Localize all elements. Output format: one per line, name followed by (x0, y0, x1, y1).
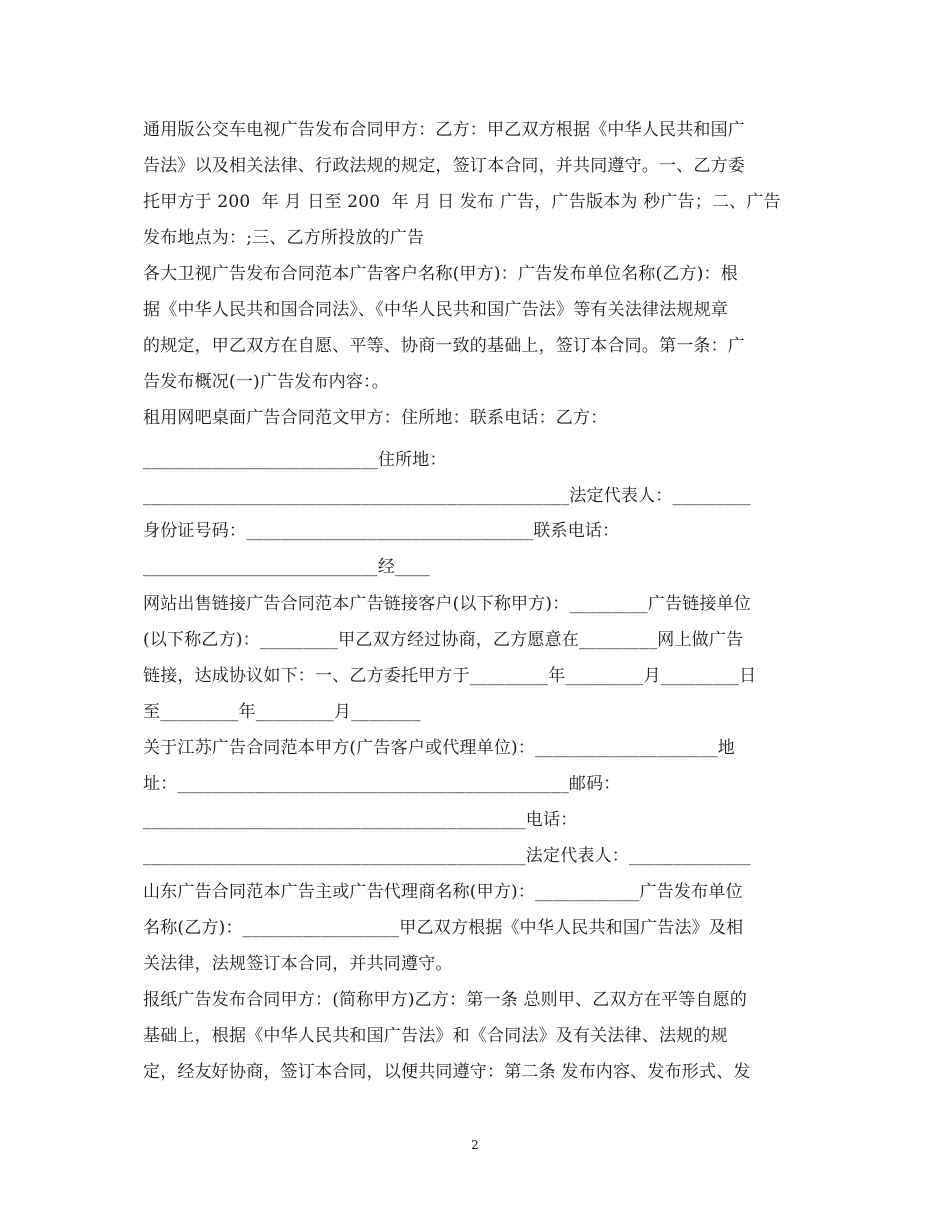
text-line: 的规定，甲乙双方在自愿、平等、协商一致的基础上，签订本合同。第一条：广 (143, 336, 745, 356)
text-line: 关法律，法规签订本合同，并共同遵守。 (143, 954, 453, 974)
text-line: 据《中华人民共和国合同法》、《中华人民共和国广告法》等有关法律法规规章 (143, 300, 728, 320)
text-line: 告发布概况(一)广告发布内容：。 (143, 372, 389, 392)
text-line: 告法》以及相关法律、行政法规的规定，签订本合同，并共同遵守。一、乙方委 (143, 156, 745, 176)
text-line: 基础上，根据《中华人民共和国广告法》和《合同法》及有关法律、法规的规 (143, 1026, 728, 1046)
text-line: (以下称乙方)：_________甲乙双方经过协商，乙方愿意在_________网上做广告 (143, 630, 744, 650)
text-line: ___________________________经____ (143, 557, 430, 577)
text-line: 名称(乙方)：__________________甲乙双方根据《中华人民共和国广告法》及相 (143, 918, 744, 938)
text-line: 各大卫视广告发布合同范本广告客户名称(甲方)：广告发布单位名称(乙方)：根 (143, 264, 738, 284)
text-line: ____________________________________________电话： (143, 810, 578, 830)
text-line: 身份证号码：_________________________________联系电话： (143, 521, 620, 541)
text-line: 关于江苏广告合同范本甲方(广告客户或代理单位)：_____________________地 (143, 738, 735, 758)
text-line: 链接，达成协议如下：一、乙方委托甲方于_________年_________月_________日 (143, 666, 757, 686)
text-line: 网站出售链接广告合同范本广告链接客户(以下称甲方)：_________广告链接单位 (143, 594, 751, 614)
text-line: 定，经友好协商，签订本合同，以便共同遵守：第二条 发布内容、发布形式、发 (143, 1062, 751, 1082)
text-line: ____________________________________________法定代表人：______________ (143, 846, 751, 866)
text-line: 托甲方于 200 年 月 日至 200 年 月 日 发布 广告，广告版本为 秒广告；二、广告 (143, 192, 781, 212)
text-line: 至_________年_________月________ (143, 702, 421, 722)
text-line: _________________________________________________法定代表人：_________ (143, 486, 751, 506)
page-number: 2 (471, 1138, 479, 1152)
text-line: 通用版公交车电视广告发布合同甲方：乙方：甲乙双方根据《中华人民共和国广 (143, 120, 745, 140)
text-line: 租用网吧桌面广告合同范文甲方：住所地：联系电话：乙方： (143, 408, 608, 428)
text-line: 发布地点为：;三、乙方所投放的广告 (143, 228, 425, 248)
text-line: ___________________________住所地： (143, 450, 447, 470)
text-line: 址：_____________________________________________邮码： (143, 774, 621, 794)
text-line: 山东广告合同范本广告主或广告代理商名称(甲方)：____________广告发布单位 (143, 882, 743, 902)
text-line: 报纸广告发布合同甲方：(简称甲方)乙方：第一条 总则甲、乙双方在平等自愿的 (143, 990, 748, 1010)
